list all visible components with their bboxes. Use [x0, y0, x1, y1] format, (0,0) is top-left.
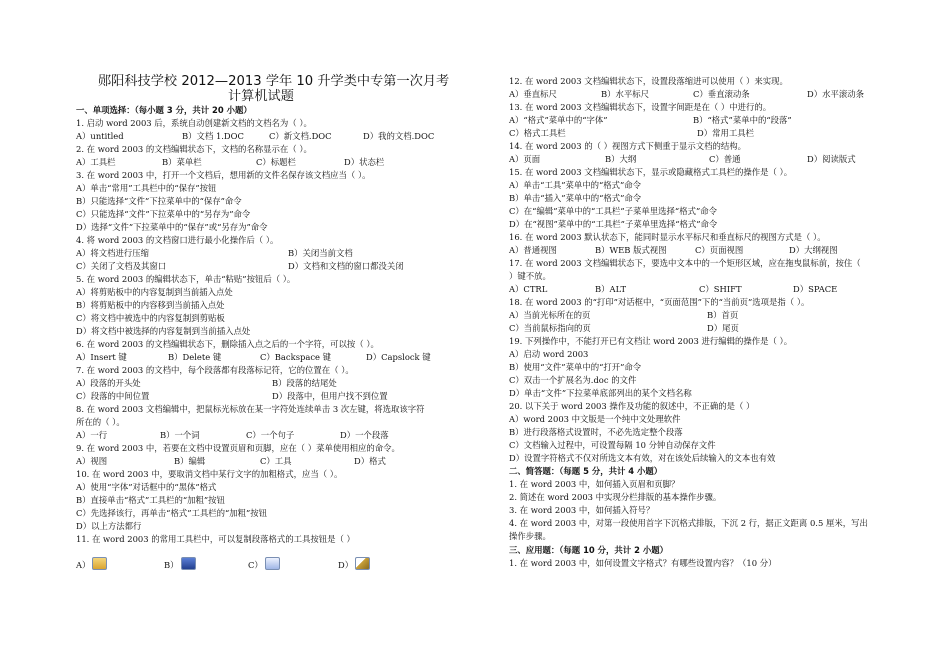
question-5-option-b: B）将剪贴板中的内容移到当前插入点处 [76, 300, 225, 310]
option: C）垂直滚动条 [693, 89, 750, 99]
question-17-options [509, 284, 837, 295]
question-6: 6. 在 word 2003 的文档编辑状态下，删除插入点之后的一个字符，可以按（ ）。 [76, 339, 379, 349]
question-14: 14. 在 word 2003 的（ ）视图方式下侧重于显示文档的结构。 [509, 141, 747, 151]
option: A）CTRL [509, 284, 548, 294]
option: D）格式 [354, 456, 386, 466]
option: A）视图 [76, 456, 108, 466]
question-10-option-b: B）直接单击“格式”工具栏的“加粗”按钮 [76, 495, 225, 505]
option: D）段落中，但用户找不到位置 [272, 391, 388, 401]
section-1-heading: 一、单项选择：（每小题 3 分，共计 20 小题） [76, 105, 252, 115]
option: A）将文档进行压缩 [76, 248, 150, 258]
option: C）当前鼠标指向的页 [509, 323, 591, 333]
option-label: A） [76, 560, 91, 570]
question-6-options [76, 352, 431, 363]
option: C）新文档.DOC [269, 131, 332, 141]
question-5: 5. 在 word 2003 的编辑状态下，单击“粘贴”按钮后（ ）。 [76, 274, 296, 284]
question-16: 16. 在 word 2003 默认状态下，能同时显示水平标尺和垂直标尺的视图方式是（ ）。 [509, 232, 826, 242]
short-answer-2: 2. 简述在 word 2003 中实现分栏排版的基本操作步骤。 [509, 492, 722, 502]
option: C）工具 [260, 456, 292, 466]
option: A）一行 [76, 430, 108, 440]
option: C）Backspace 键 [260, 352, 332, 362]
option: A）“格式”菜单中的“字体” [509, 115, 608, 125]
question-20: 20. 以下关于 word 2003 操作及功能的叙述中，不正确的是（ ） [509, 401, 755, 411]
short-answer-4: 4. 在 word 2003 中，对第一段使用首字下沉格式排版，下沉 2 行，据正文距离 0.5 厘米，写出 [509, 518, 868, 528]
question-3-option-b: B）只能选择“文件”下拉菜单中的“保存”命令 [76, 196, 242, 206]
question-5-option-d: D）将文档中被选择的内容复制到当前插入点处 [76, 326, 251, 336]
option: B）大纲 [605, 154, 637, 164]
option: C）一个句子 [246, 430, 295, 440]
question-1-options [76, 131, 434, 142]
option: B）编辑 [174, 456, 206, 466]
question-7-options [76, 378, 337, 389]
option-d [338, 557, 370, 571]
option: D）状态栏 [344, 157, 385, 167]
option: C）标题栏 [256, 157, 296, 167]
option: C）页面视图 [695, 245, 744, 255]
question-14-options [509, 154, 856, 165]
option: A）页面 [509, 154, 541, 164]
question-18-options-2 [509, 323, 739, 334]
question-4-options [76, 248, 353, 259]
question-2: 2. 在 word 2003 的文档编辑状态下，文档的名称显示在（ ）。 [76, 144, 312, 154]
question-18: 18. 在 word 2003 的“打印”对话框中，“页面范围”下的“当前页”选项是指（ ）。 [509, 297, 810, 307]
option: A）工具栏 [76, 157, 116, 167]
question-13-options [509, 115, 792, 126]
option: A）普通视图 [509, 245, 557, 255]
option: B）WEB 版式视图 [595, 245, 667, 255]
option: B）一个词 [160, 430, 200, 440]
question-3-option-a: A）单击“常用”工具栏中的“保存”按钮 [76, 183, 217, 193]
option: D）一个段落 [340, 430, 389, 440]
exam-subtitle: 计算机试题 [228, 89, 294, 104]
option: B）关闭当前文档 [288, 248, 353, 258]
option-b [164, 557, 248, 571]
section-2-heading: 二、简答题：（每题 5 分，共计 4 小题） [509, 466, 663, 476]
option: B）文档 1.DOC [182, 131, 244, 141]
question-20-option-d: D）设置字符格式不仅对所选文本有效，对在该处后续输入的文本也有效 [509, 453, 776, 463]
short-answer-4-continued: 操作步骤。 [509, 531, 551, 541]
question-5-option-a: A）将剪贴板中的内容复制到当前插入点处 [76, 287, 233, 297]
question-11: 11. 在 word 2003 的常用工具栏中，可以复制段落格式的工具按钮是（ ） [76, 534, 355, 544]
option: A）段落的开头处 [76, 378, 141, 388]
option: D）Capslock 键 [366, 352, 431, 362]
question-19-option-c: C）双击一个扩展名为.doc 的文件 [509, 375, 637, 385]
option: B）首页 [707, 310, 739, 320]
option: A）当前光标所在的页 [509, 310, 591, 320]
question-18-options [509, 310, 738, 321]
option: D）尾页 [707, 323, 739, 333]
print-preview-icon [265, 557, 280, 570]
question-8: 8. 在 word 2003 文档编辑中，把鼠标光标放在某一字符处连续单击 3 次左键，将选取该字符 [76, 404, 425, 414]
option: B）菜单栏 [162, 157, 202, 167]
option: B）Delete 键 [168, 352, 222, 362]
question-15-option-b: B）单击“插入”菜单中的“格式”命令 [509, 193, 642, 203]
question-20-option-a: A）word 2003 中文版是一个纯中文处理软件 [509, 414, 681, 424]
option: D）阅读版式 [807, 154, 856, 164]
question-13-options-2 [509, 128, 754, 139]
option: D）SPACE [793, 284, 838, 294]
question-15-option-d: D）在“视图”菜单中的“工具栏”子菜单里选择“格式”命令 [509, 219, 718, 229]
question-10-option-c: C）先选择该行，再单击“格式”工具栏的“加粗”按钮 [76, 508, 268, 518]
section-3-heading: 三、应用题：（每题 10 分，共计 2 小题） [509, 545, 668, 555]
question-20-option-b: B）进行段落格式设置时，不必先选定整个段落 [509, 427, 683, 437]
question-1: 1. 启动 word 2003 后，系统自动创建新文档的文档名为（ ）。 [76, 118, 312, 128]
application-question-1: 1. 在 word 2003 中，如何设置文字格式？有哪些设置内容？（10 分） [509, 558, 777, 568]
question-19-option-a: A）启动 word 2003 [509, 349, 589, 359]
question-13: 13. 在 word 2003 文档编辑状态下，设置字间距是在（ ）中进行的。 [509, 102, 772, 112]
option: C）SHIFT [699, 284, 742, 294]
option: B）段落的结尾处 [272, 378, 337, 388]
question-3: 3. 在 word 2003 中，打开一个文档后，想用新的文件名保存该文档应当（ ）。 [76, 170, 371, 180]
option: D）我的文档.DOC [363, 131, 435, 141]
option: C）段落的中间位置 [76, 391, 150, 401]
option: D）水平滚动条 [807, 89, 864, 99]
question-16-options [509, 245, 838, 256]
question-17-continued: ）键不放。 [509, 271, 551, 281]
short-answer-3: 3. 在 word 2003 中，如何插入符号？ [509, 505, 655, 515]
question-2-options [76, 157, 384, 168]
option: D）文档和文档的窗口都没关闭 [288, 261, 404, 271]
question-20-option-c: C）文档输入过程中，可设置每隔 10 分钟自动保存文件 [509, 440, 716, 450]
option: B）“格式”菜单中的“段落” [693, 115, 792, 125]
question-11-options [76, 557, 370, 571]
option: D）常用工具栏 [697, 128, 754, 138]
option-label: B） [164, 560, 179, 570]
option-c [248, 557, 338, 571]
option: A）垂直标尺 [509, 89, 557, 99]
format-painter-brush-icon [355, 557, 370, 570]
short-answer-1: 1. 在 word 2003 中，如何插入页眉和页脚？ [509, 479, 680, 489]
question-12: 12. 在 word 2003 文档编辑状态下，设置段落缩进可以使用（ ）来实现。 [509, 76, 788, 86]
question-4: 4. 将 word 2003 的文档窗口进行最小化操作后（ ）。 [76, 235, 279, 245]
question-8-continued: 所在的（ ）。 [76, 417, 125, 427]
option: C）普通 [709, 154, 741, 164]
save-icon [181, 557, 196, 570]
question-12-options [509, 89, 864, 100]
option: D）大纲视图 [789, 245, 838, 255]
question-17: 17. 在 word 2003 文档编辑状态下，要选中文本中的一个矩形区域，应在拖曳鼠标前，按住（ [509, 258, 861, 268]
question-7: 7. 在 word 2003 的文档中，每个段落都有段落标记符，它的位置在（ ）。 [76, 365, 354, 375]
question-10-option-a: A）使用“字体”对话框中的“黑体”格式 [76, 482, 217, 492]
question-5-option-c: C）将文档中被选中的内容复制到剪贴板 [76, 313, 225, 323]
question-7-options-2 [76, 391, 388, 402]
option-a [76, 557, 164, 571]
question-19-option-b: B）使用“文件”菜单中的“打开”命令 [509, 362, 642, 372]
question-4-options-2 [76, 261, 404, 272]
question-19-option-d: D）单击“文件”下拉菜单底部列出的某个文档名称 [509, 388, 692, 398]
question-8-options [76, 430, 389, 441]
question-3-option-c: C）只能选择“文件”下拉菜单中的“另存为”命令 [76, 209, 251, 219]
option-label: C） [248, 560, 263, 570]
option: C）格式工具栏 [509, 128, 566, 138]
question-15: 15. 在 word 2003 文档编辑状态下，显示或隐藏格式工具栏的操作是（ ）。 [509, 167, 793, 177]
question-9-options [76, 456, 386, 467]
exam-title: 郧阳科技学校 2012—2013 学年 10 升学类中专第一次月考 [98, 74, 450, 89]
option-label: D） [338, 560, 354, 570]
option: A）untitled [76, 131, 124, 141]
format-painter-open-icon [92, 557, 107, 570]
option: B）ALT [595, 284, 627, 294]
question-19: 19. 下列操作中，不能打开已有文档让 word 2003 进行编辑的操作是（ ）。 [509, 336, 793, 346]
question-3-option-d: D）选择“文件”下拉菜单中的“保存”或“另存为”命令 [76, 222, 268, 232]
question-10: 10. 在 word 2003 中，要取消文档中某行文字的加粗格式，应当（ ）。 [76, 469, 343, 479]
question-9: 9. 在 word 2003 中，若要在文档中设置页眉和页脚，应在（ ）菜单使用相应的命令。 [76, 443, 400, 453]
question-15-option-c: C）在“编辑”菜单中的“工具栏”子菜单里选择“格式”命令 [509, 206, 717, 216]
question-10-option-d: D）以上方法都行 [76, 521, 142, 531]
option: A）Insert 键 [76, 352, 127, 362]
question-15-option-a: A）单击“工具”菜单中的“格式”命令 [509, 180, 642, 190]
option: B）水平标尺 [601, 89, 650, 99]
option: C）关闭了文档及其窗口 [76, 261, 167, 271]
